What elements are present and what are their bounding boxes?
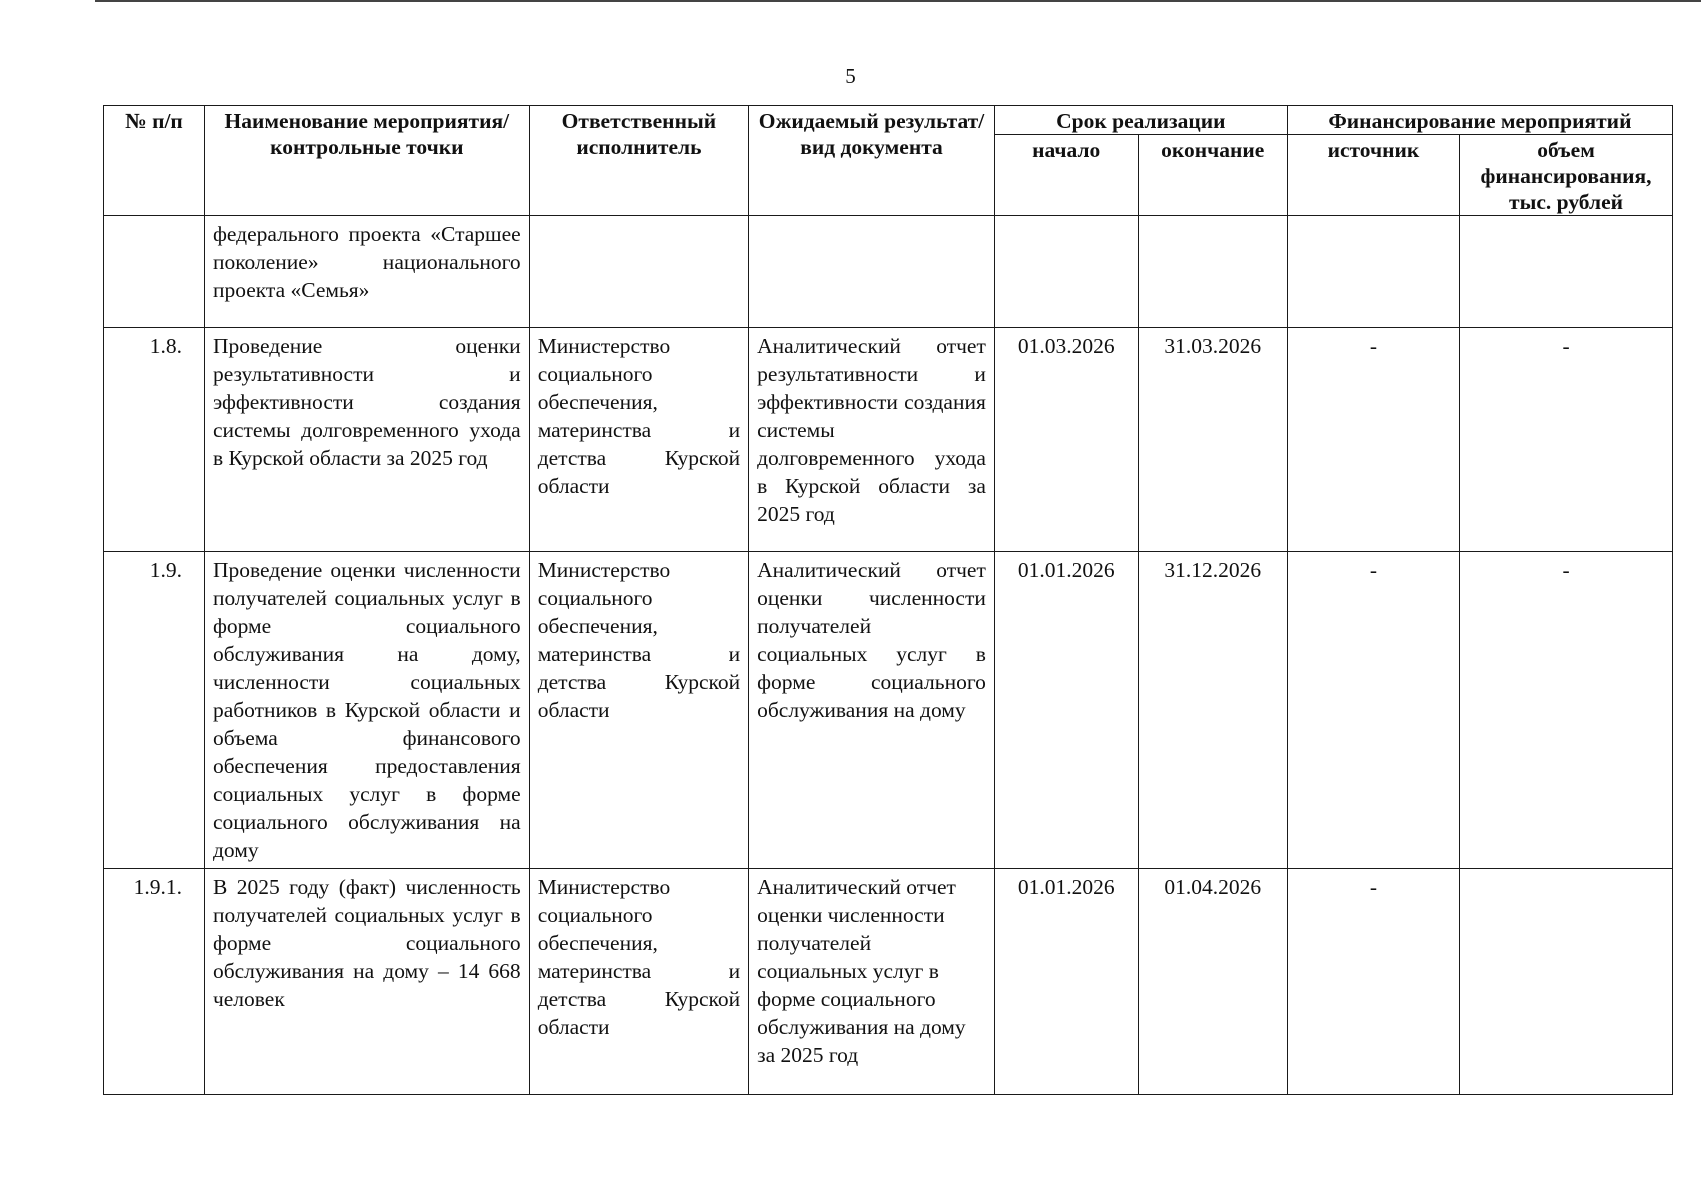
- row-volume: [1460, 869, 1673, 1095]
- row-volume: -: [1460, 328, 1673, 552]
- header-row-top: [104, 106, 1673, 135]
- table-row: [104, 216, 1673, 328]
- header-start: начало: [994, 135, 1138, 216]
- header-source: источник: [1287, 135, 1459, 216]
- row-end: 31.03.2026: [1138, 328, 1287, 552]
- row-volume: [1460, 216, 1673, 328]
- header-end: окончание: [1138, 135, 1287, 216]
- row-responsible: Министерство социального обеспечения, материнства и детства Курской области: [529, 869, 748, 1095]
- row-start: 01.03.2026: [994, 328, 1138, 552]
- row-source: -: [1287, 552, 1459, 869]
- row-start: [994, 216, 1138, 328]
- row-name: федерального проекта «Старшее поколение» национального проекта «Семья»: [204, 216, 529, 328]
- header-result: Ожидаемый результат/вид документа: [749, 106, 995, 216]
- activities-table: [103, 105, 1673, 1095]
- row-end: [1138, 216, 1287, 328]
- table-row: [104, 328, 1673, 552]
- row-source: [1287, 216, 1459, 328]
- row-responsible: [529, 216, 748, 328]
- header-responsible: Ответственный исполнитель: [529, 106, 748, 216]
- row-result: [749, 216, 995, 328]
- row-num: 1.8.: [104, 328, 205, 552]
- header-financing: Финансирование мероприятий: [1287, 106, 1672, 135]
- header-num: № п/п: [104, 106, 205, 216]
- row-end: 31.12.2026: [1138, 552, 1287, 869]
- row-volume: -: [1460, 552, 1673, 869]
- row-result: Аналитический отчет результативности и эффективности создания системы долговременного ухода в Курской области за 2025 год: [749, 328, 995, 552]
- row-start: 01.01.2026: [994, 552, 1138, 869]
- row-end: 01.04.2026: [1138, 869, 1287, 1095]
- row-num: 1.9.: [104, 552, 205, 869]
- top-border-line: [95, 0, 1701, 2]
- row-source: -: [1287, 869, 1459, 1095]
- row-source: -: [1287, 328, 1459, 552]
- header-period: Срок реализации: [994, 106, 1287, 135]
- row-responsible: Министерство социального обеспечения, материнства и детства Курской области: [529, 328, 748, 552]
- row-name: Проведение оценки численности получателей социальных услуг в форме социального обслуживания на дому, численности социальных работников в Курской области и объема финансового обеспечения предоставления социальных услуг в форме социального обслуживания на дому: [204, 552, 529, 869]
- header-name: Наименование мероприятия/контрольные точки: [204, 106, 529, 216]
- row-result: Аналитический отчет оценки численности получателей социальных услуг в форме социального обслуживания на дому за 2025 год: [749, 869, 995, 1095]
- table-row: [104, 552, 1673, 869]
- row-start: 01.01.2026: [994, 869, 1138, 1095]
- page-number: 5: [845, 64, 856, 88]
- header-volume: объем финансирования, тыс. рублей: [1460, 135, 1673, 216]
- row-result: Аналитический отчет оценки численности получателей социальных услуг в форме социального обслуживания на дому: [749, 552, 995, 869]
- row-name: Проведение оценки результативности и эффективности создания системы долговременного ухода в Курской области за 2025 год: [204, 328, 529, 552]
- row-num: [104, 216, 205, 328]
- row-name: В 2025 году (факт) численность получателей социальных услуг в форме социального обслуживания на дому – 14 668 человек: [204, 869, 529, 1095]
- row-num: 1.9.1.: [104, 869, 205, 1095]
- row-responsible: Министерство социального обеспечения, материнства и детства Курской области: [529, 552, 748, 869]
- table-row: [104, 869, 1673, 1095]
